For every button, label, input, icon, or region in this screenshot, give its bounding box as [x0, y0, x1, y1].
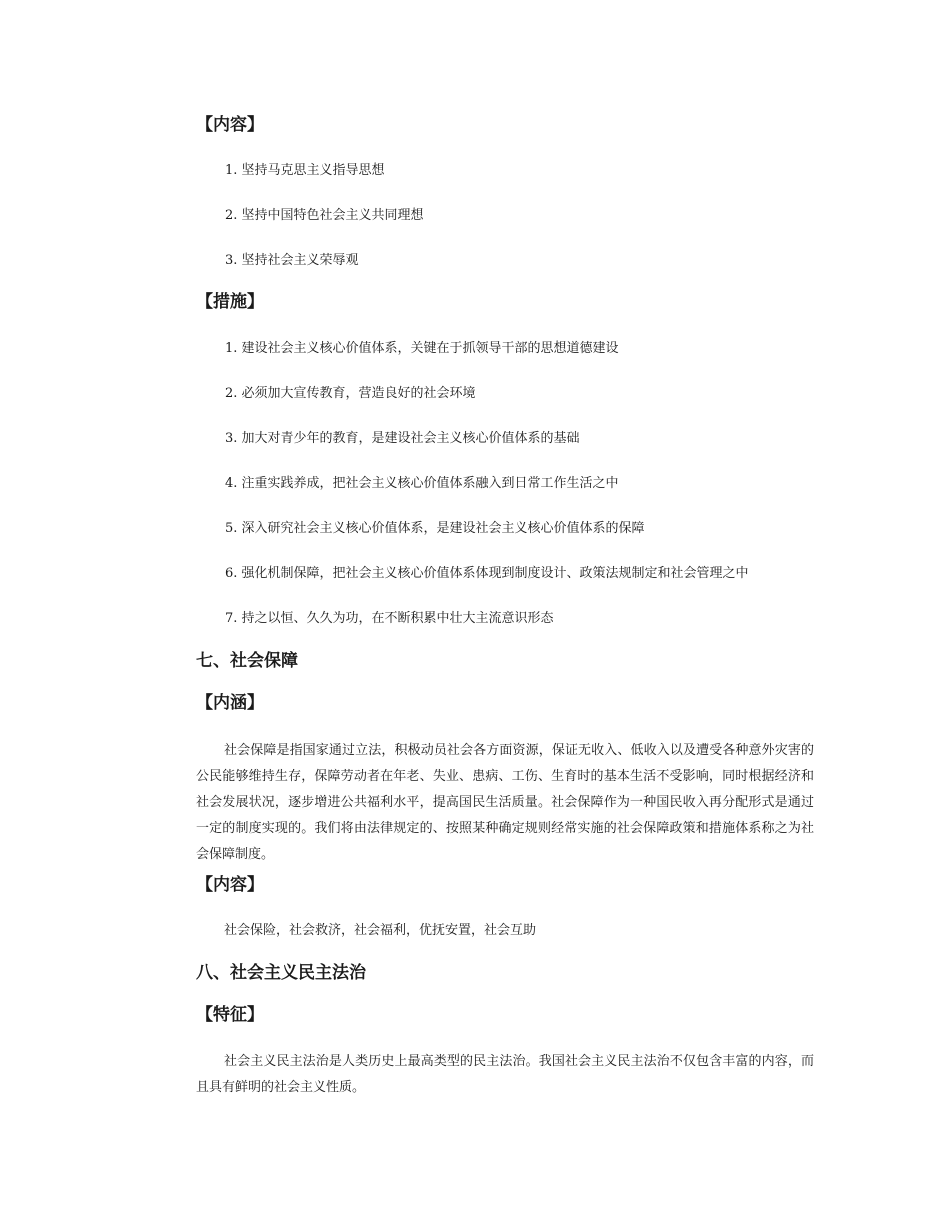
list-item: 3. 坚持社会主义荣辱观	[225, 253, 359, 268]
list-item: 1. 坚持马克思主义指导思想	[225, 163, 385, 178]
heading-cuoshi: 【措施】	[196, 292, 264, 312]
list-item: 3. 加大对青少年的教育，是建设社会主义核心价值体系的基础	[225, 431, 580, 446]
heading-qi-neirong: 【内容】	[196, 875, 264, 895]
list-item: 6. 强化机制保障，把社会主义核心价值体系体现到制度设计、政策法规制定和社会管理之中	[225, 566, 749, 581]
list-item: 7. 持之以恒、久久为功，在不断积累中壮大主流意识形态	[225, 611, 554, 626]
heading-neirong: 【内容】	[196, 115, 264, 135]
list-item: 1. 建设社会主义核心价值体系，关键在于抓领导干部的思想道德建设	[225, 341, 619, 356]
list-item: 4. 注重实践养成，把社会主义核心价值体系融入到日常工作生活之中	[225, 476, 619, 491]
paragraph-tezheng: 社会主义民主法治是人类历史上最高类型的民主法治。我国社会主义民主法治不仅包含丰富的内容，而且具有鲜明的社会主义性质。	[196, 1054, 814, 1095]
heading-neihan: 【内涵】	[196, 693, 264, 713]
list-item: 2. 坚持中国特色社会主义共同理想	[225, 208, 424, 223]
list-item: 2. 必须加大宣传教育，营造良好的社会环境	[225, 386, 476, 401]
paragraph-neihan: 社会保障是指国家通过立法，积极动员社会各方面资源，保证无收入、低收入以及遭受各种意外灾害的公民能够维持生存，保障劳动者在年老、失业、患病、工伤、生育时的基本生活不受影响，同时根据经济和社会发展状况，逐步增进公共福利水平，提高国民生活质量。社会保障作为一种国民收入再分配形式是通过一定的制度实现的。我们将由法律规定的、按照某种确定规则经常实施的社会保障政策和措施体系称之为社会保障制度。	[196, 743, 814, 862]
section-title-ba: 八、社会主义民主法治	[196, 963, 366, 983]
list-item: 5. 深入研究社会主义核心价值体系，是建设社会主义核心价值体系的保障	[225, 521, 645, 536]
paragraph-qi-neirong: 社会保险，社会救济，社会福利，优抚安置，社会互助	[224, 923, 537, 938]
section-title-qi: 七、社会保障	[196, 651, 298, 671]
heading-tezheng: 【特征】	[196, 1005, 264, 1025]
